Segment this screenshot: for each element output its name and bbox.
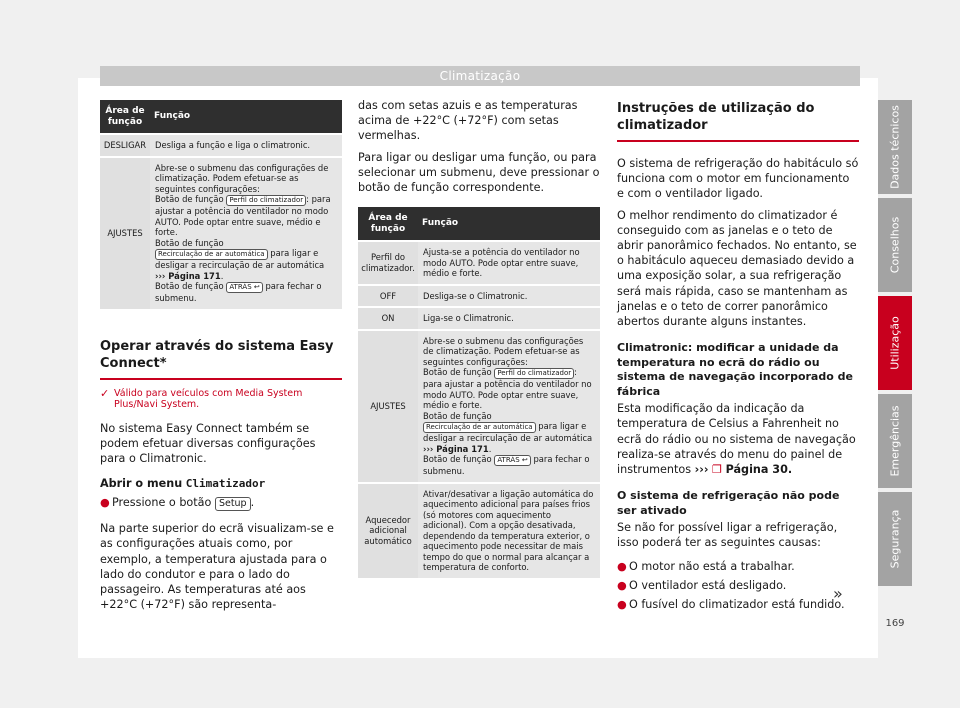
validity-note-text: Válido para veículos com Media System Plus/Navi System.: [114, 387, 303, 410]
link-arrows: ›››: [694, 463, 709, 477]
tab-label: Dados técnicos: [888, 105, 902, 189]
paragraph-text: Esta modificação da indicação da temperatura de Celsius a Fahrenheit no ecrã do rádio ou no sistema de navegação realiza-se através do menu do painel de instrumentos: [617, 402, 856, 477]
row-text-pre: Botão de função: [423, 454, 492, 465]
row-text-pre: Botão de função: [155, 281, 224, 291]
table-header-value: Função: [150, 100, 342, 133]
row-text-pre: Botão de função: [155, 237, 224, 248]
tab-conselhos[interactable]: [878, 198, 912, 292]
book-icon: ❐: [712, 463, 723, 477]
tab-dados-tecnicos[interactable]: [878, 100, 912, 194]
row-key: AJUSTES: [100, 158, 150, 309]
row-text-end: .: [220, 270, 224, 281]
subheading: [100, 476, 342, 491]
function-table-1: [100, 98, 342, 311]
tab-label: Utilização: [888, 316, 902, 370]
check-icon: ✓: [100, 386, 110, 400]
row-text: [423, 411, 595, 455]
bullet-text: O motor não está a trabalhar.: [629, 559, 795, 573]
menu-name: Climatizador: [185, 477, 266, 491]
row-value: Desliga a função e liga o climatronic.: [150, 135, 342, 156]
table-row: [100, 158, 342, 309]
row-key: ON: [358, 308, 418, 329]
tab-emergencias[interactable]: [878, 394, 912, 488]
bullet-icon: ●: [100, 496, 110, 510]
bullet-text: Pressione o botão: [112, 496, 212, 510]
back-arrow-icon: ↩: [521, 456, 528, 465]
paragraph: [617, 401, 859, 477]
row-text: [155, 238, 337, 282]
row-value: [418, 331, 600, 482]
row-key: Perfil do climatizador.: [358, 242, 418, 284]
row-text: Abre-se o submenu das configurações de climatização. Podem efetuar-se as seguintes configurações:: [155, 162, 329, 194]
page-header: Climatização: [100, 66, 860, 86]
page-link[interactable]: ››› Página 171: [155, 270, 221, 281]
page-number: 169: [885, 618, 905, 629]
page-link[interactable]: Página 30.: [725, 463, 793, 477]
row-key: OFF: [358, 286, 418, 307]
row-text-pre: Botão de função: [423, 367, 492, 378]
row-text-post: para ligar e desligar a recirculação de ar automática: [155, 248, 325, 270]
continue-marker: »: [833, 584, 843, 603]
row-text-post: para fechar o submenu.: [155, 281, 322, 303]
table-row: [100, 135, 342, 156]
validity-note: [100, 388, 342, 411]
row-value: [150, 158, 342, 309]
tab-label: Emergências: [888, 405, 902, 477]
page-link[interactable]: ››› Página 171: [423, 443, 489, 454]
bullet-item: [617, 559, 859, 574]
paragraph: No sistema Easy Connect também se podem efetuar diversas configurações para o Climatronic.: [100, 421, 316, 465]
bullet-item: [617, 597, 859, 612]
tab-label: Conselhos: [888, 216, 902, 274]
row-value: Liga-se o Climatronic.: [418, 308, 600, 329]
row-key: DESLIGAR: [100, 135, 150, 156]
bullet-item: [100, 495, 342, 511]
subheading-text: Abrir o menu: [100, 477, 183, 491]
bullet-icon: ●: [617, 559, 627, 573]
row-value: Ajusta-se a potência do ventilador no modo AUTO. Pode optar entre suave, médio e forte.: [418, 242, 600, 284]
section-title: Operar através do sistema Easy Connect*: [100, 338, 342, 380]
tab-utilizacao[interactable]: [878, 296, 912, 390]
table-row: [358, 331, 600, 482]
row-value: Ativar/desativar a ligação automática do aquecimento adicional para países frios (só motores com aquecimento adicional). Com a opção desativada, dependendo da temperatura exterior, o aquecimento pode necessitar de mais tempo do que o normal para alcançar a temperatura de conforto.: [418, 484, 600, 578]
row-text: [155, 281, 337, 304]
back-button: [226, 282, 262, 293]
bullet-item: [617, 578, 859, 593]
table-header-key: Área de função: [100, 100, 150, 133]
table-row: [358, 286, 600, 307]
table-row: [358, 242, 600, 284]
row-text: Abre-se o submenu das configurações de climatização. Podem efetuar-se as seguintes configurações:: [423, 335, 584, 367]
tab-label: Segurança: [888, 509, 902, 569]
paragraph: Se não for possível ligar a refrigeração, isso poderá ter as seguintes causas:: [617, 521, 838, 550]
table-header-value: Função: [418, 207, 600, 240]
table-row: [358, 484, 600, 578]
row-text-pre: Botão de função: [423, 410, 492, 421]
tab-seguranca[interactable]: [878, 492, 912, 586]
column-1: [100, 98, 342, 612]
paragraph: O sistema de refrigeração do habitáculo só funciona com o motor em funcionamento e com o ventilador ligado.: [617, 157, 859, 201]
table-row: [358, 308, 600, 329]
row-text: [423, 454, 595, 477]
bullet-icon: ●: [617, 597, 627, 611]
back-button-label: ATRÁS: [497, 456, 520, 465]
function-table-2: [358, 205, 600, 580]
row-text: [423, 367, 595, 411]
bullet-icon: ●: [617, 578, 627, 592]
profile-button: Perfil do climatizador: [226, 195, 306, 206]
paragraph: Na parte superior do ecrã visualizam-se e as configurações atuais como, por exemplo, a temperatura ajustada para o lado do condutor e para o lado do passageiro. As temperaturas até aos +22°C (+72°F) são representa-: [100, 522, 334, 612]
recirculation-button: Recirculação de ar automática: [423, 422, 536, 433]
bold-heading: O sistema de refrigeração não pode ser ativado: [617, 489, 840, 517]
setup-button: Setup: [215, 497, 251, 511]
paragraph: das com setas azuis e as temperaturas acima de +22°C (+72°F) com setas vermelhas.: [358, 99, 578, 143]
back-button: [494, 455, 530, 466]
profile-button: Perfil do climatizador: [494, 368, 574, 379]
column-2: [358, 98, 600, 580]
row-key: Aquecedor adicional automático: [358, 484, 418, 578]
row-text-post: para fechar o submenu.: [423, 454, 590, 477]
row-key: AJUSTES: [358, 331, 418, 482]
table-header-key: Área de função: [358, 207, 418, 240]
bullet-end: .: [250, 496, 255, 510]
row-text-post: : para ajustar a potência do ventilador no modo AUTO. Pode optar entre suave, médio e forte.: [423, 367, 592, 411]
recirculation-button: Recirculação de ar automática: [155, 249, 268, 260]
section-title: Instruções de utilização do climatizador: [617, 100, 859, 142]
bullet-text: O fusível do climatizador está fundido.: [629, 597, 845, 611]
row-text-post: para ligar e desligar a recirculação de ar automática: [423, 421, 593, 444]
paragraph: O melhor rendimento do climatizador é conseguido com as janelas e o teto de abrir panorâmico fechados. No entanto, se o habitáculo aqueceu demasiado devido a uma exposição solar, a sua refrigeração será mais rápida, caso se mantenham as janelas e o teto de correr panorâmico abertos durante alguns instantes.: [617, 208, 857, 329]
bold-heading: Climatronic: modificar a unidade da temperatura no ecrã do rádio ou sistema de navegação incorporado de fábrica: [617, 341, 853, 398]
row-value: Desliga-se o Climatronic.: [418, 286, 600, 307]
bullet-text: O ventilador está desligado.: [629, 578, 787, 592]
column-3: [617, 98, 859, 612]
back-arrow-icon: ↩: [253, 283, 260, 291]
row-text-pre: Botão de função: [155, 194, 224, 204]
row-text-end: .: [488, 443, 492, 454]
back-button-label: ATRÁS: [229, 283, 252, 291]
paragraph: Para ligar ou desligar uma função, ou para selecionar um submenu, deve pressionar o botão de função correspondente.: [358, 150, 600, 195]
row-text-post: : para ajustar a potência do ventilador no modo AUTO. Pode optar entre suave, médio e forte.: [155, 194, 331, 237]
row-text: [155, 194, 337, 238]
